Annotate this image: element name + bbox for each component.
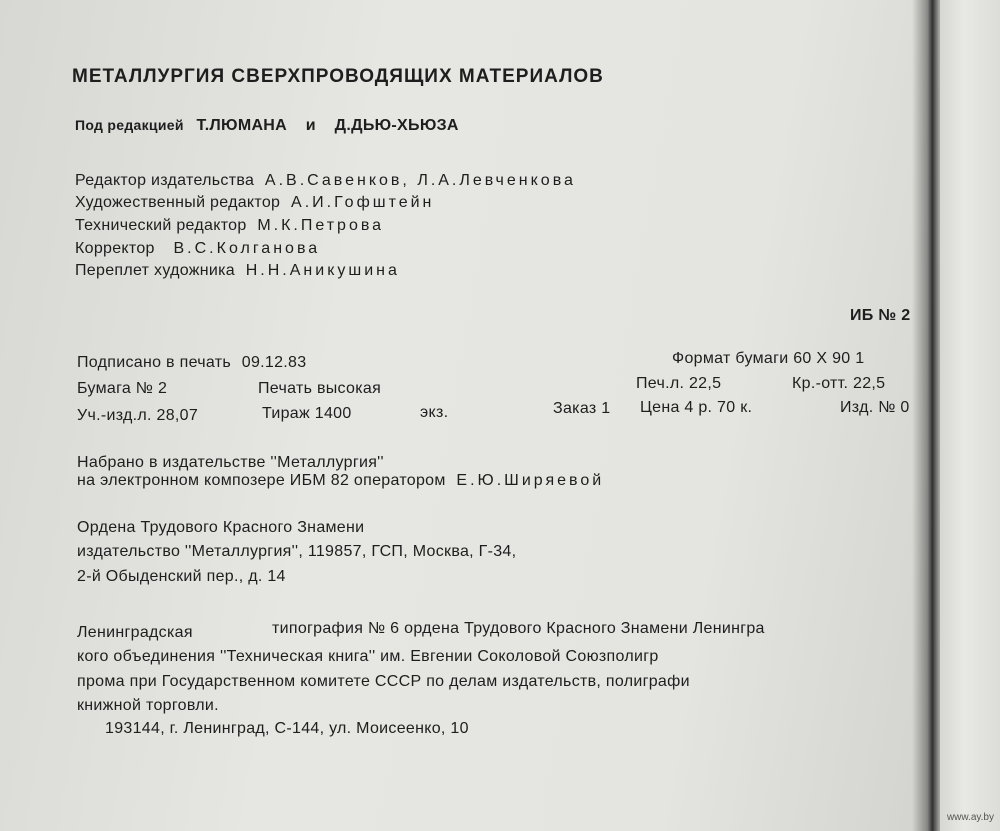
printer-line-4: книжной торговли. — [77, 697, 219, 714]
publication-number: Изд. № 0 — [840, 399, 910, 416]
signed-to-print — [77, 354, 306, 372]
credit-role: Редактор издательства — [75, 172, 255, 189]
book-title: МЕТАЛЛУРГИЯ СВЕРХПРОВОДЯЩИХ МАТЕРИАЛОВ — [72, 66, 604, 87]
printer-line-3: прома при Государственном комитете СССР по делам издательств, полиграфи — [77, 673, 690, 690]
credit-name: А.В.Савенков, Л.А.Левченкова — [264, 172, 576, 189]
publisher-line-2: издательство ''Металлургия'', 119857, ГСП, Москва, Г-34, — [77, 543, 517, 560]
order-number: Заказ 1 — [553, 400, 611, 417]
credit-role: Художественный редактор — [75, 194, 281, 211]
ib-number: ИБ № 2 — [850, 307, 911, 324]
edited-by-conjunction: и — [305, 117, 316, 134]
credit-line — [75, 262, 400, 280]
typeset-prefix: на электронном композере ИБМ 82 оператором — [77, 472, 446, 489]
edited-by-prefix: Под редакцией — [75, 117, 184, 133]
price: Цена 4 р. 70 к. — [640, 399, 753, 416]
print-run: Тираж 1400 — [262, 405, 352, 422]
color-prints: Кр.-отт. 22,5 — [792, 375, 886, 392]
typeset-line-2 — [77, 472, 604, 490]
paper-format: Формат бумаги 60 X 90 1 — [672, 350, 865, 367]
credit-role: Технический редактор — [75, 217, 247, 234]
typeset-line-1: Набрано в издательстве ''Металлургия'' — [77, 454, 384, 471]
printer-address: 193144, г. Ленинград, С-144, ул. Моисеенко, 10 — [105, 720, 469, 737]
signed-label: Подписано в печать — [77, 354, 231, 371]
publisher-sheets: Уч.-изд.л. 28,07 — [77, 407, 199, 424]
edited-by-line — [75, 117, 459, 135]
credit-line — [75, 240, 320, 258]
watermark: www.ay.by — [946, 812, 994, 823]
editor-name-1: Т.ЛЮМАНА — [196, 117, 288, 134]
printed-sheets: Печ.л. 22,5 — [636, 375, 722, 392]
printer-line-1a: Ленинградская — [77, 624, 193, 641]
credit-name: Н.Н.Аникушина — [245, 262, 400, 279]
credit-line — [75, 172, 576, 190]
credit-line — [75, 217, 384, 235]
credit-line — [75, 194, 434, 212]
signed-date: 09.12.83 — [241, 354, 307, 371]
print-type: Печать высокая — [258, 380, 382, 397]
operator-name: Е.Ю.Ширяевой — [456, 472, 605, 489]
publisher-line-3: 2-й Обыденский пер., д. 14 — [77, 568, 286, 585]
credit-role: Переплет художника — [75, 262, 235, 279]
credit-role: Корректор — [75, 240, 155, 257]
copies-unit: экз. — [420, 404, 449, 421]
editor-name-2: Д.ДЬЮ-ХЬЮЗА — [334, 117, 459, 134]
printer-line-1b: типография № 6 ордена Трудового Красного Знамени Ленингра — [272, 620, 765, 637]
credit-name: В.С.Колганова — [173, 240, 321, 257]
credit-name: А.И.Гофштейн — [291, 194, 435, 211]
publisher-line-1: Ордена Трудового Красного Знамени — [77, 519, 365, 536]
facing-page-edge — [940, 0, 1000, 831]
credit-name: М.К.Петрова — [257, 217, 385, 234]
paper-type: Бумага № 2 — [77, 380, 168, 397]
printer-line-2: кого объединения ''Техническая книга'' им. Евгении Соколовой Союзполигр — [77, 648, 659, 665]
